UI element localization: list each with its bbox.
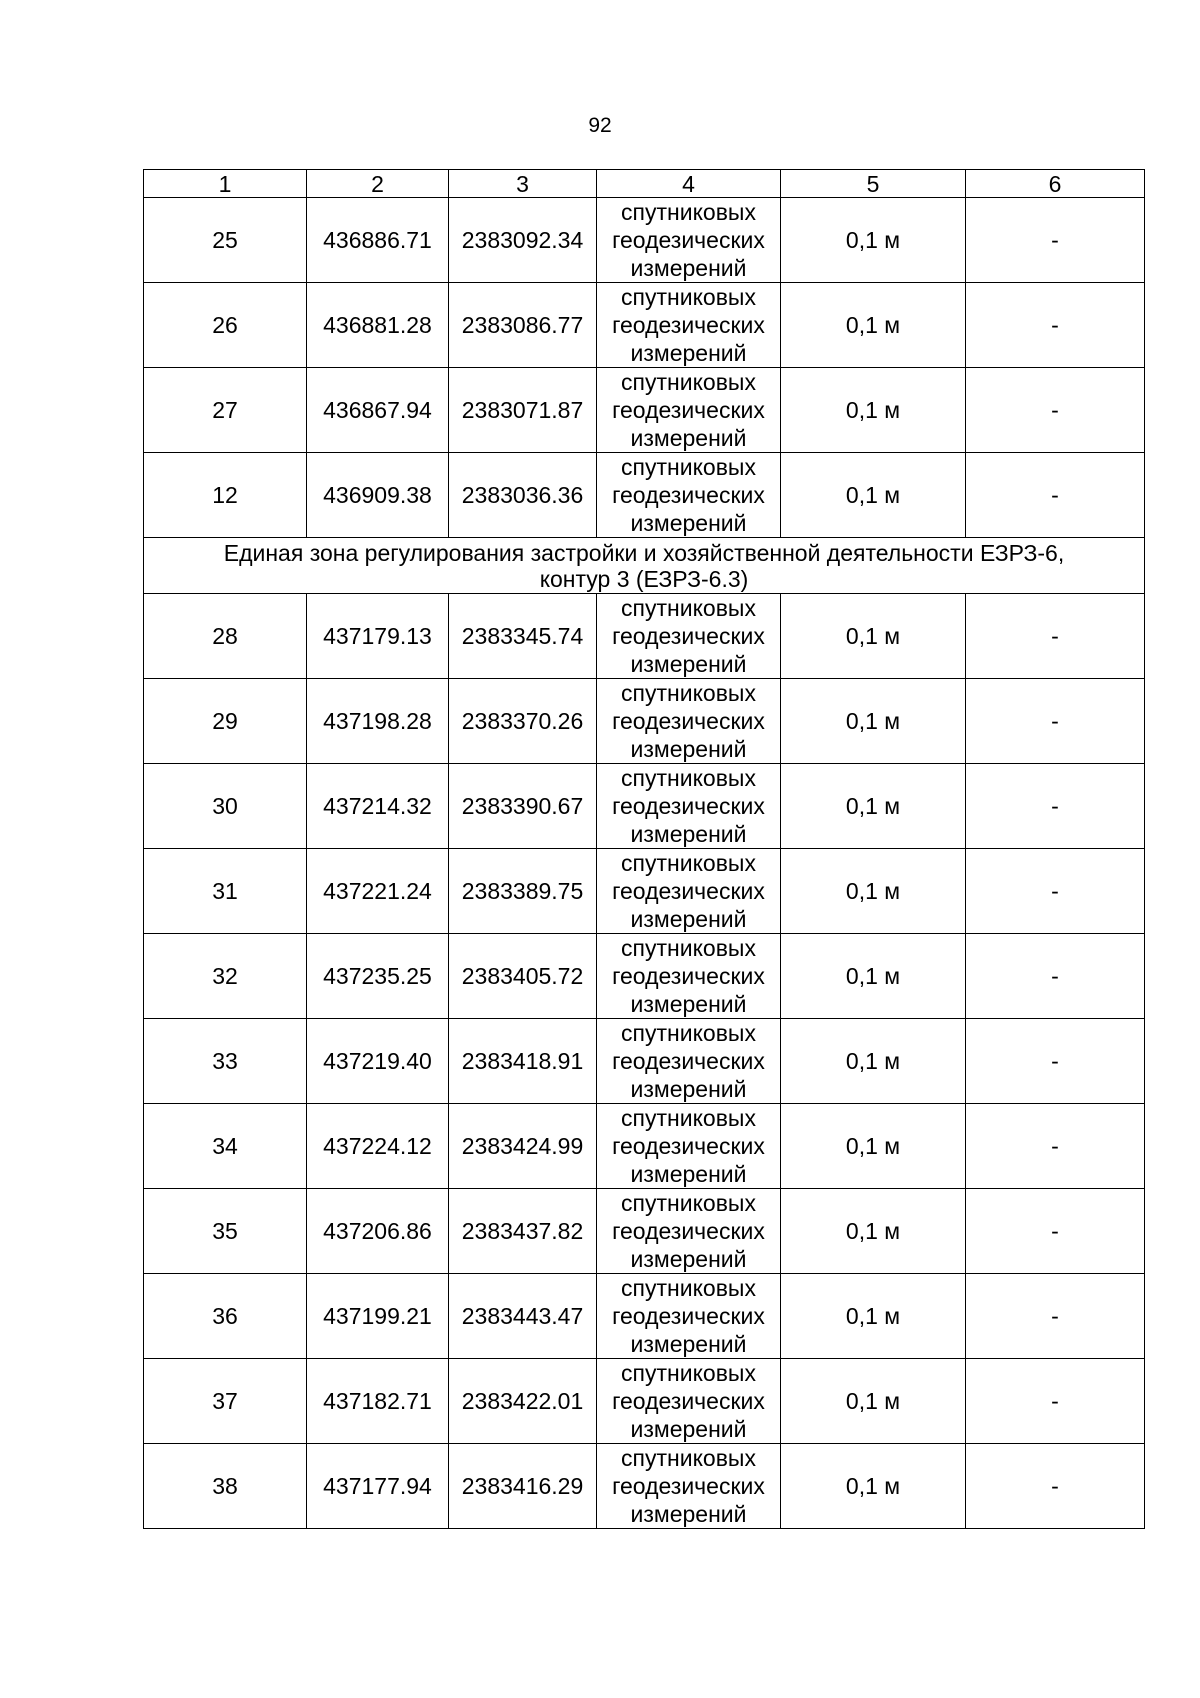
table-row: [144, 453, 1145, 538]
point-number-cell: 32: [144, 934, 307, 1019]
x-coordinate-cell: 437179.13: [307, 594, 449, 679]
accuracy-cell: 0,1 м: [781, 1444, 966, 1529]
method-line: геодезических: [612, 397, 765, 423]
method-line: измерений: [630, 1076, 747, 1102]
method-line: геодезических: [612, 312, 765, 338]
method-cell: [597, 934, 781, 1019]
method-line: измерений: [630, 1331, 747, 1357]
point-number-cell: 35: [144, 1189, 307, 1274]
method-line: измерений: [630, 651, 747, 677]
y-coordinate-cell: 2383437.82: [449, 1189, 597, 1274]
accuracy-cell: 0,1 м: [781, 764, 966, 849]
note-cell: -: [966, 1359, 1145, 1444]
method-line: спутниковых: [621, 1445, 756, 1471]
x-coordinate-cell: 437219.40: [307, 1019, 449, 1104]
note-cell: -: [966, 594, 1145, 679]
method-line: измерений: [630, 906, 747, 932]
method-cell: [597, 283, 781, 368]
point-number-cell: 31: [144, 849, 307, 934]
method-line: спутниковых: [621, 284, 756, 310]
method-line: спутниковых: [621, 765, 756, 791]
point-number-cell: 38: [144, 1444, 307, 1529]
method-line: геодезических: [612, 1218, 765, 1244]
method-line: геодезических: [612, 793, 765, 819]
method-line: геодезических: [612, 623, 765, 649]
method-line: спутниковых: [621, 1360, 756, 1386]
y-coordinate-cell: 2383422.01: [449, 1359, 597, 1444]
method-cell: [597, 368, 781, 453]
method-line: спутниковых: [621, 680, 756, 706]
column-header: 5: [781, 170, 966, 198]
point-number-cell: 36: [144, 1274, 307, 1359]
column-header: 2: [307, 170, 449, 198]
table-row: [144, 849, 1145, 934]
accuracy-cell: 0,1 м: [781, 1019, 966, 1104]
note-cell: -: [966, 934, 1145, 1019]
table-header-row: [144, 170, 1145, 198]
method-line: геодезических: [612, 1133, 765, 1159]
method-line: измерений: [630, 255, 747, 281]
accuracy-cell: 0,1 м: [781, 849, 966, 934]
x-coordinate-cell: 437177.94: [307, 1444, 449, 1529]
accuracy-cell: 0,1 м: [781, 198, 966, 283]
x-coordinate-cell: 437182.71: [307, 1359, 449, 1444]
method-line: спутниковых: [621, 935, 756, 961]
method-cell: [597, 1359, 781, 1444]
method-cell: [597, 1274, 781, 1359]
column-header: 4: [597, 170, 781, 198]
method-cell: [597, 453, 781, 538]
point-number-cell: 27: [144, 368, 307, 453]
accuracy-cell: 0,1 м: [781, 368, 966, 453]
accuracy-cell: 0,1 м: [781, 934, 966, 1019]
table-row: [144, 1359, 1145, 1444]
method-line: измерений: [630, 1246, 747, 1272]
table-row: [144, 1444, 1145, 1529]
accuracy-cell: 0,1 м: [781, 594, 966, 679]
table-row: [144, 1189, 1145, 1274]
accuracy-cell: 0,1 м: [781, 453, 966, 538]
point-number-cell: 12: [144, 453, 307, 538]
method-line: спутниковых: [621, 369, 756, 395]
x-coordinate-cell: 437206.86: [307, 1189, 449, 1274]
note-cell: -: [966, 198, 1145, 283]
x-coordinate-cell: 437198.28: [307, 679, 449, 764]
x-coordinate-cell: 437221.24: [307, 849, 449, 934]
note-cell: -: [966, 679, 1145, 764]
table-row: [144, 283, 1145, 368]
method-line: геодезических: [612, 482, 765, 508]
accuracy-cell: 0,1 м: [781, 1104, 966, 1189]
x-coordinate-cell: 437199.21: [307, 1274, 449, 1359]
note-cell: -: [966, 1189, 1145, 1274]
x-coordinate-cell: 437235.25: [307, 934, 449, 1019]
method-cell: [597, 594, 781, 679]
point-number-cell: 34: [144, 1104, 307, 1189]
y-coordinate-cell: 2383405.72: [449, 934, 597, 1019]
method-line: измерений: [630, 510, 747, 536]
note-cell: -: [966, 764, 1145, 849]
method-cell: [597, 1444, 781, 1529]
x-coordinate-cell: 436867.94: [307, 368, 449, 453]
table-row: [144, 368, 1145, 453]
y-coordinate-cell: 2383071.87: [449, 368, 597, 453]
method-line: спутниковых: [621, 1105, 756, 1131]
note-cell: -: [966, 368, 1145, 453]
y-coordinate-cell: 2383390.67: [449, 764, 597, 849]
note-cell: -: [966, 849, 1145, 934]
x-coordinate-cell: 436909.38: [307, 453, 449, 538]
method-line: спутниковых: [621, 199, 756, 225]
table-row: [144, 679, 1145, 764]
note-cell: -: [966, 283, 1145, 368]
y-coordinate-cell: 2383345.74: [449, 594, 597, 679]
table-row: [144, 1019, 1145, 1104]
method-line: геодезических: [612, 708, 765, 734]
point-number-cell: 25: [144, 198, 307, 283]
section-heading-line: Единая зона регулирования застройки и хозяйственной деятельности ЕЗРЗ-6,: [223, 539, 1065, 566]
method-line: спутниковых: [621, 850, 756, 876]
column-header: 6: [966, 170, 1145, 198]
note-cell: -: [966, 453, 1145, 538]
method-line: геодезических: [612, 1303, 765, 1329]
column-header: 3: [449, 170, 597, 198]
method-line: измерений: [630, 991, 747, 1017]
method-line: измерений: [630, 1161, 747, 1187]
y-coordinate-cell: 2383370.26: [449, 679, 597, 764]
method-cell: [597, 1189, 781, 1274]
method-cell: [597, 679, 781, 764]
method-line: спутниковых: [621, 595, 756, 621]
coordinates-table: [143, 169, 1145, 1529]
point-number-cell: 29: [144, 679, 307, 764]
y-coordinate-cell: 2383418.91: [449, 1019, 597, 1104]
note-cell: -: [966, 1019, 1145, 1104]
point-number-cell: 37: [144, 1359, 307, 1444]
accuracy-cell: 0,1 м: [781, 1359, 966, 1444]
accuracy-cell: 0,1 м: [781, 679, 966, 764]
method-cell: [597, 198, 781, 283]
method-line: измерений: [630, 1501, 747, 1527]
accuracy-cell: 0,1 м: [781, 283, 966, 368]
point-number-cell: 30: [144, 764, 307, 849]
accuracy-cell: 0,1 м: [781, 1274, 966, 1359]
method-cell: [597, 1019, 781, 1104]
point-number-cell: 33: [144, 1019, 307, 1104]
table-body: [144, 198, 1145, 1529]
method-cell: [597, 849, 781, 934]
method-line: геодезических: [612, 963, 765, 989]
method-line: геодезических: [612, 1048, 765, 1074]
method-line: измерений: [630, 425, 747, 451]
table-row: [144, 198, 1145, 283]
table-row: [144, 764, 1145, 849]
table-row: [144, 594, 1145, 679]
method-cell: [597, 1104, 781, 1189]
method-line: геодезических: [612, 1473, 765, 1499]
note-cell: -: [966, 1444, 1145, 1529]
note-cell: -: [966, 1274, 1145, 1359]
y-coordinate-cell: 2383086.77: [449, 283, 597, 368]
section-heading: [144, 538, 1145, 594]
table-row: [144, 1274, 1145, 1359]
y-coordinate-cell: 2383092.34: [449, 198, 597, 283]
note-cell: -: [966, 1104, 1145, 1189]
method-line: спутниковых: [621, 1190, 756, 1216]
method-line: геодезических: [612, 878, 765, 904]
x-coordinate-cell: 437214.32: [307, 764, 449, 849]
method-line: спутниковых: [621, 454, 756, 480]
method-line: геодезических: [612, 1388, 765, 1414]
method-line: измерений: [630, 736, 747, 762]
method-line: измерений: [630, 340, 747, 366]
x-coordinate-cell: 437224.12: [307, 1104, 449, 1189]
column-header: 1: [144, 170, 307, 198]
point-number-cell: 28: [144, 594, 307, 679]
method-line: измерений: [630, 821, 747, 847]
section-heading-row: [144, 538, 1145, 594]
y-coordinate-cell: 2383389.75: [449, 849, 597, 934]
point-number-cell: 26: [144, 283, 307, 368]
y-coordinate-cell: 2383036.36: [449, 453, 597, 538]
x-coordinate-cell: 436886.71: [307, 198, 449, 283]
y-coordinate-cell: 2383416.29: [449, 1444, 597, 1529]
y-coordinate-cell: 2383424.99: [449, 1104, 597, 1189]
y-coordinate-cell: 2383443.47: [449, 1274, 597, 1359]
method-line: спутниковых: [621, 1020, 756, 1046]
method-cell: [597, 764, 781, 849]
page-number: 92: [588, 114, 612, 137]
x-coordinate-cell: 436881.28: [307, 283, 449, 368]
table-row: [144, 1104, 1145, 1189]
accuracy-cell: 0,1 м: [781, 1189, 966, 1274]
table-row: [144, 934, 1145, 1019]
method-line: измерений: [630, 1416, 747, 1442]
method-line: геодезических: [612, 227, 765, 253]
method-line: спутниковых: [621, 1275, 756, 1301]
section-heading-line: контур 3 (ЕЗРЗ-6.3): [539, 565, 749, 592]
